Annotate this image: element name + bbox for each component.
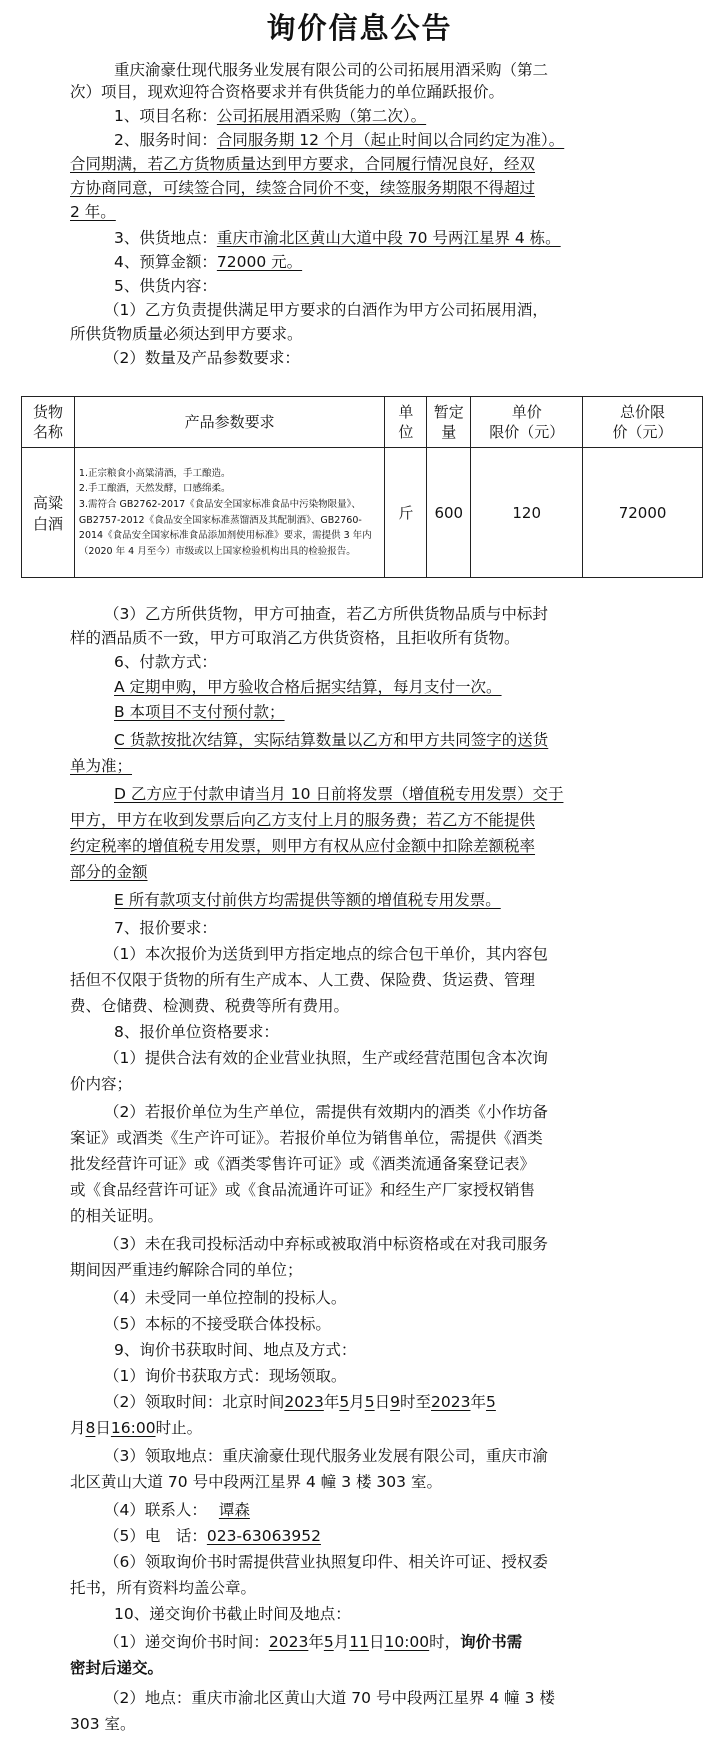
submit-p1-line-1: （1）递交询价书时间：2023年5月11日10:00时，询价书需	[104, 1633, 523, 1651]
acq-p2-line-1: （2）领取时间：北京时间2023年5月5日9时至2023年5	[104, 1393, 496, 1411]
header-spec: 产品参数要求	[74, 397, 384, 448]
end-year: 2023	[431, 1393, 471, 1411]
table-header-row	[22, 397, 703, 448]
start-month: 5	[339, 1393, 350, 1411]
acq-contact: （4）联系人： 谭森	[104, 1500, 307, 1520]
supply-p1-line-1: （1）乙方负责提供满足甲方要求的白酒作为甲方公司拓展用酒，	[104, 301, 548, 319]
payment-a: A 定期申购，甲方验收合格后据实结算，每月支付一次。	[114, 678, 502, 696]
qual-p2-line-5: 的相关证明。	[70, 1207, 164, 1225]
payment-d-line-3: 约定税率的增值税专用发票，则甲方有权从应付金额中扣除差额税率	[70, 837, 536, 855]
acq-p1: （1）询价书获取方式：现场领取。	[104, 1367, 347, 1385]
submit-p2-line-2: 303 室。	[70, 1715, 136, 1733]
item-label: 1、项目名称：	[114, 107, 217, 125]
submit-hour: 10:00	[384, 1633, 430, 1651]
item-submission: 10、递交询价书截止时间及地点：	[114, 1605, 351, 1623]
qual-p1-line-2: 价内容；	[70, 1075, 133, 1093]
acq-p2-line-2: 月8日16:00时止。	[70, 1419, 203, 1437]
item-service-time	[114, 130, 564, 150]
end-month: 5	[485, 1393, 496, 1411]
item-supply-location	[114, 228, 561, 248]
supply-p1-line-2: 所供货物质量必须达到甲方要求。	[70, 325, 303, 343]
service-line-2: 方协商同意，可续签合同，续签合同价不变，续签服务期限不得超过	[70, 179, 536, 197]
item-value: 72000 元。	[216, 253, 303, 271]
service-line-1: 合同期满，若乙方货物质量达到甲方要求，合同履行情况良好，经双	[70, 155, 536, 173]
contact-name: 谭森	[218, 1501, 250, 1519]
item-label: 2、服务时间：	[114, 131, 217, 149]
payment-d-line-1: D 乙方应于付款申请当月 10 日前将发票（增值税专用发票）交于	[114, 785, 564, 803]
header-name: 货物 名称	[22, 397, 75, 448]
item-acquisition: 9、询价书获取时间、地点及方式：	[114, 1341, 357, 1359]
qual-p2-line-2: 案证》或酒类《生产许可证》。若报价单位为销售单位，需提供《酒类	[70, 1129, 543, 1147]
intro-line-2: 次）项目，现欢迎符合资格要求并有供货能力的单位踊跃报价。	[70, 83, 505, 101]
qual-p2-line-3: 批发经营许可证》或《酒类零售许可证》或《酒类流通备案登记表》	[70, 1155, 536, 1173]
service-line-3: 2 年。	[70, 203, 116, 221]
header-unit: 单 位	[385, 397, 427, 448]
item-qualification: 8、报价单位资格要求：	[114, 1023, 279, 1041]
item-value: 合同服务期 12 个月（起止时间以合同约定为准）。	[216, 131, 565, 149]
item-payment: 6、付款方式：	[114, 653, 217, 671]
item-label: 4、预算金额：	[114, 253, 217, 271]
p3-line-2: 样的酒品质不一致，甲方可取消乙方供货资格，且拒收所有货物。	[70, 629, 520, 647]
cell-price: 120	[471, 448, 583, 578]
end-hour: 16:00	[110, 1419, 156, 1437]
product-table	[21, 396, 703, 578]
start-day: 5	[364, 1393, 375, 1411]
acq-p3-line-2: 北区黄山大道 70 号中段两江星界 4 幢 3 楼 303 室。	[70, 1473, 442, 1491]
acq-p6-line-2: 托书，所有资料均盖公章。	[70, 1579, 257, 1597]
cell-qty: 600	[427, 448, 471, 578]
quote-line-3: 费、仓储费、检测费、税费等所有费用。	[70, 997, 350, 1015]
intro-line-1: 重庆渝豪仕现代服务业发展有限公司的公司拓展用酒采购（第二	[114, 61, 549, 79]
payment-e: E 所有款项支付前供方均需提供等额的增值税专用发票。	[114, 891, 501, 909]
qual-p3-line-2: 期间因严重违约解除合同的单位；	[70, 1261, 303, 1279]
payment-d-line-2: 甲方，甲方在收到发票后向乙方支付上月的服务费；若乙方不能提供	[70, 811, 536, 829]
page-title: 询价信息公告	[266, 11, 453, 45]
item-supply-content: 5、供货内容：	[114, 277, 217, 295]
qual-p2-line-4: 或《食品经营许可证》或《食品流通许可证》和经生产厂家授权销售	[70, 1181, 536, 1199]
cell-total: 72000	[583, 448, 703, 578]
submit-p1-line-2: 密封后递交。	[70, 1659, 164, 1677]
quote-line-2: 括但不仅限于货物的所有生产成本、人工费、保险费、货运费、管理	[70, 971, 536, 989]
supply-p2: （2）数量及产品参数要求：	[104, 349, 300, 367]
header-price: 单价 限价（元）	[471, 397, 583, 448]
submit-day: 11	[349, 1633, 369, 1651]
qual-p2-line-1: （2）若报价单位为生产单位，需提供有效期内的酒类《小作坊备	[104, 1103, 548, 1121]
acq-p6-line-1: （6）领取询价书时需提供营业执照复印件、相关许可证、授权委	[104, 1553, 548, 1571]
item-project-name	[114, 106, 426, 126]
qual-p4: （4）未受同一单位控制的投标人。	[104, 1289, 347, 1307]
cell-name: 高粱 白酒	[22, 448, 75, 578]
start-hour: 9	[390, 1393, 400, 1411]
payment-c-line-2: 单为准；	[70, 757, 133, 775]
start-year: 2023	[284, 1393, 324, 1411]
payment-d-line-4: 部分的金额	[70, 863, 148, 881]
p3-line-1: （3）乙方所供货物，甲方可抽查，若乙方所供货物品质与中标封	[104, 605, 548, 623]
acq-p3-line-1: （3）领取地点：重庆渝豪仕现代服务业发展有限公司，重庆市渝	[104, 1447, 548, 1465]
submit-year: 2023	[268, 1633, 309, 1651]
end-day: 8	[85, 1419, 96, 1437]
submit-p2-line-1: （2）地点：重庆市渝北区黄山大道 70 号中段两江星界 4 幢 3 楼	[104, 1689, 555, 1707]
item-value: 公司拓展用酒采购（第二次）。	[216, 107, 427, 125]
item-label: 3、供货地点：	[114, 229, 217, 247]
phone-number: 023-63063952	[206, 1527, 321, 1545]
item-quote-requirement: 7、报价要求：	[114, 919, 217, 937]
acq-phone: （5）电 话：023-63063952	[104, 1527, 321, 1545]
qual-p5: （5）本标的不接受联合体投标。	[104, 1315, 331, 1333]
payment-b: B 本项目不支付预付款；	[114, 703, 285, 721]
table-row	[22, 448, 703, 578]
cell-unit: 斤	[385, 448, 427, 578]
payment-c-line-1: C 货款按批次结算，实际结算数量以乙方和甲方共同签字的送货	[114, 731, 549, 749]
item-budget	[114, 252, 302, 272]
quote-line-1: （1）本次报价为送货到甲方指定地点的综合包干单价，其内容包	[104, 945, 548, 963]
header-total: 总价限 价（元）	[583, 397, 703, 448]
cell-spec: 1.正宗粮食小高粱清酒，手工酿造。 2.手工酿酒，天然发酵，口感绵柔。 3.需符合 GB2762-2017《食品安全国家标准食品中污染物限量》、GB2757-2012《食品安全国家标准蒸馏酒及其配制酒》、GB2760-2014《食品安全国家标准食品添加剂使用标准》要求，需提供 3 年内（2020 年 4 月至今）市级或以上国家检验机构出具的检验报告。	[74, 448, 384, 578]
item-value: 重庆市渝北区黄山大道中段 70 号两江星界 4 栋。	[216, 229, 561, 247]
submit-month: 5	[323, 1633, 334, 1651]
qual-p3-line-1: （3）未在我司投标活动中弃标或被取消中标资格或在对我司服务	[104, 1235, 548, 1253]
header-qty: 暂定 量	[427, 397, 471, 448]
qual-p1-line-1: （1）提供合法有效的企业营业执照，生产或经营范围包含本次询	[104, 1049, 548, 1067]
